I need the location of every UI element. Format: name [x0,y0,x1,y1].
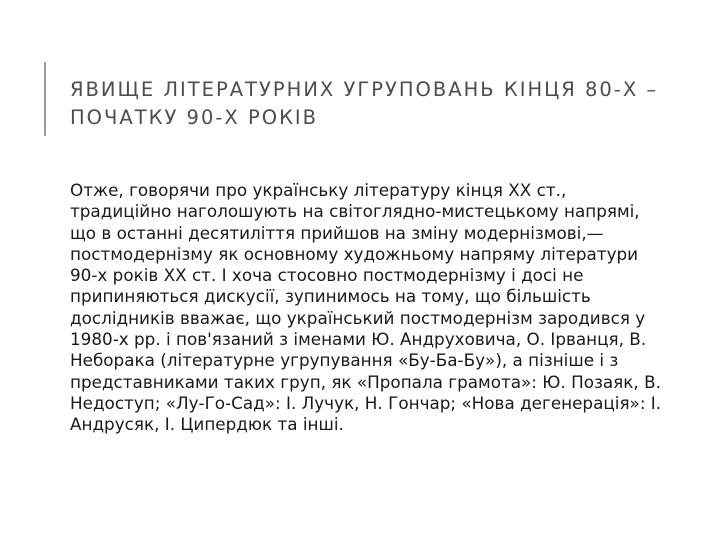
slide-body-text: Отже, говорячи про українську літературу кінця XX ст., традиційно наголошують на світоглядно-мистецькому напрямі, що в останні десятиліття прийшов на зміну модернізмові,— постмодернізму як основному художньому напряму літератури 90-х років XX ст. І хоча стосовно постмодернізму і досі не припиняються дискусії, зупинимось на тому, що більшість дослідників вважає, що український постмодернізм зародився у 1980-х рр. і пов'язаний з іменами Ю. Андруховича, О. Ірванця, В. Неборака (літературне угрупування «Бу-Ба-Бу»), а пізніше і з представниками таких груп, як «Пропала грамота»: Ю. Позаяк, В. Недоступ; «Лу-Го-Сад»: І. Лучук, Н. Гончар; «Нова дегенерація»: І. Андрусяк, І. Ципердюк та інші. [70,180,662,435]
slide-title: ЯВИЩЕ ЛІТЕРАТУРНИХ УГРУПОВАНЬ КІНЦЯ 80-Х – ПОЧАТКУ 90-Х РОКІВ [70,78,659,129]
title-accent-bar [44,62,46,136]
